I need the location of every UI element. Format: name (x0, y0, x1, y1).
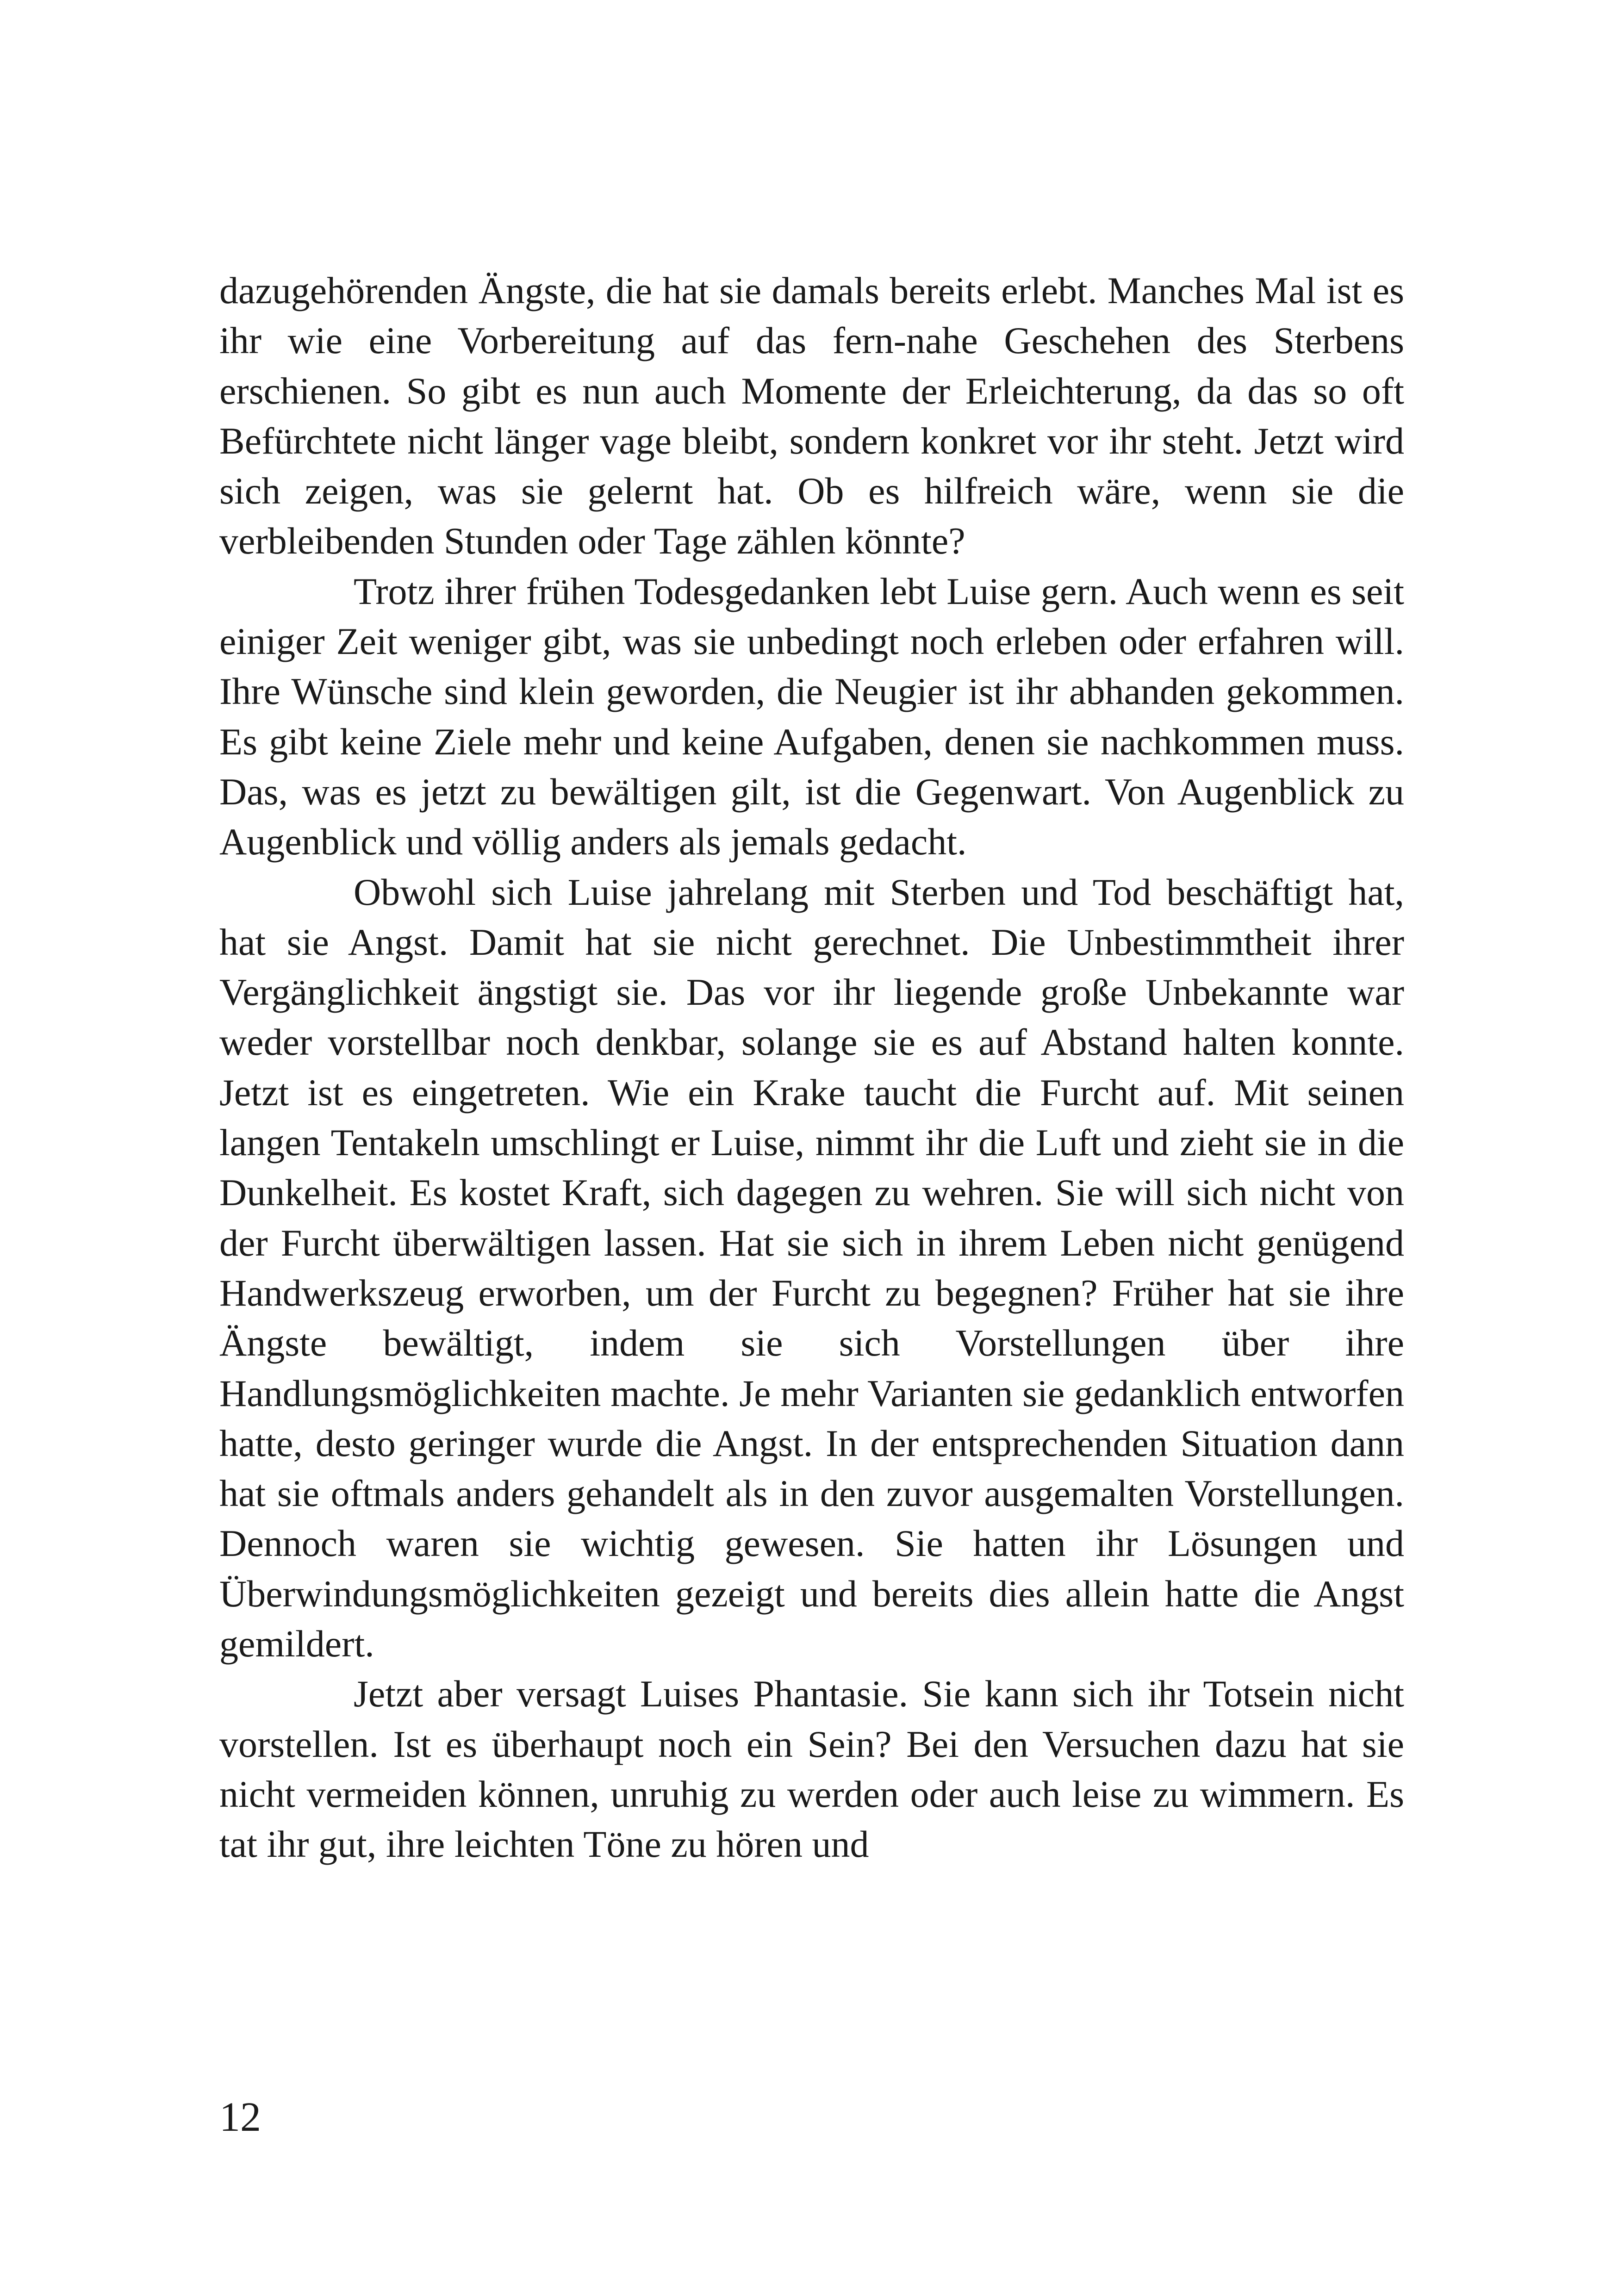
paragraph-1: dazugehörenden Ängste, die hat sie damals bereits erlebt. Manches Mal ist es ihr wie eine Vorbereitung auf das fern-nahe Geschehen des Sterbens erschienen. So gibt es nun auch Momente der Erleichterung, da das so oft Befürchtete nicht länger vage bleibt, sondern konkret vor ihr steht. Jetzt wird sich zeigen, was sie gelernt hat. Ob es hilfreich wäre, wenn sie die verbleibenden Stunden oder Tage zählen könnte? (219, 269, 1404, 562)
page-number: 12 (219, 2094, 261, 2140)
paragraph-2: Trotz ihrer frühen Todesgedanken lebt Luise gern. Auch wenn es seit einiger Zeit weniger gibt, was sie unbedingt noch erleben oder erfahren will. Ihre Wünsche sind klein geworden, die Neugier ist ihr abhanden gekommen. Es gibt keine Ziele mehr und keine Aufgaben, denen sie nachkommen muss. Das, was es jetzt zu bewältigen gilt, ist die Gegenwart. Von Augenblick zu Augenblick und völlig anders als jemals gedacht. (219, 570, 1404, 863)
paragraph-4: Jetzt aber versagt Luises Phantasie. Sie kann sich ihr Totsein nicht vorstellen. Ist es überhaupt noch ein Sein? Bei den Versuchen dazu hat sie nicht vermeiden können, unruhig zu werden oder auch leise zu wimmern. Es tat ihr gut, ihre leichten Töne zu hören und (219, 1673, 1404, 1866)
body-text (219, 266, 1404, 1870)
paragraph-3: Obwohl sich Luise jahrelang mit Sterben und Tod beschäftigt hat, hat sie Angst. Damit hat sie nicht gerechnet. Die Unbestimmtheit ihrer Vergänglichkeit ängstigt sie. Das vor ihr liegende große Unbekannte war weder vorstellbar noch denkbar, solange sie es auf Abstand halten konnte. Jetzt ist es eingetreten. Wie ein Krake taucht die Furcht auf. Mit seinen langen Tentakeln umschlingt er Luise, nimmt ihr die Luft und zieht sie in die Dunkelheit. Es kostet Kraft, sich dagegen zu wehren. Sie will sich nicht von der Furcht überwältigen lassen. Hat sie sich in ihrem Leben nicht genügend Handwerkszeug erworben, um der Furcht zu begegnen? Früher hat sie ihre Ängste bewältigt, indem sie sich Vorstellungen über ihre Handlungsmöglichkeiten machte. Je mehr Varianten sie gedanklich entworfen hatte, desto geringer wurde die Angst. In der entsprechenden Situation dann hat sie oftmals anders gehandelt als in den zuvor ausgemalten Vorstellungen. Dennoch waren sie wichtig gewesen. Sie hatten ihr Lösungen und Überwindungsmöglichkeiten gezeigt und bereits dies allein hatte die Angst gemildert. (219, 871, 1404, 1665)
